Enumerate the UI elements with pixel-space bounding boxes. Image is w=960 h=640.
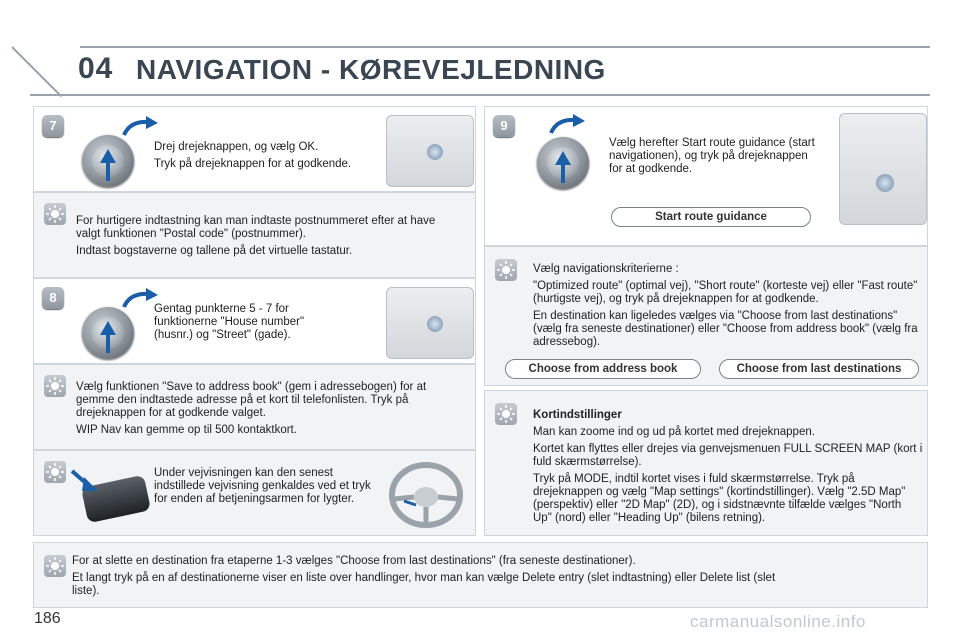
header-decor-diagonal [11, 46, 62, 97]
tip-save-panel [33, 364, 476, 450]
tip-map-heading: Kortindstillinger [533, 409, 622, 421]
step-badge: 7 [42, 115, 64, 137]
tip-repeat-panel [33, 450, 476, 536]
step-8-text: Gentag punkterne 5 - 7 for funktionerne "House number" (husnr.) og "Street" (gade). [154, 303, 305, 341]
step-badge: 8 [42, 287, 64, 309]
header-decor-line [30, 94, 930, 96]
step-9-panel [484, 106, 928, 246]
choose-from-address-book-button[interactable]: Choose from address book [505, 359, 701, 379]
tip-criteria-panel [484, 246, 928, 386]
lamp-tip-icon [495, 259, 517, 281]
chapter-number: 04 [78, 52, 114, 85]
tip-postal-text: For hurtigere indtastning kan man indtaste postnummeret efter at have valgt funktionen "Postal code" (postnummer). Indtast bogstaverne og tallene på det virtuelle tastatur. [76, 215, 436, 257]
step-9-text: Vælg herefter Start route guidance (start navigationen), og tryk på drejeknappen for at godkende. [609, 137, 815, 175]
lamp-tip-icon [44, 203, 66, 225]
curved-arrow-icon [547, 113, 587, 135]
lamp-tip-icon [44, 375, 66, 397]
rotary-knob-icon [82, 307, 134, 359]
tip-repeat-text: Under vejvisningen kan den senest indstillede vejvisning genkaldes ved et tryk for enden af betjeningsarmen for lygter. [154, 467, 371, 505]
tip-save-text: Vælg funktionen "Save to address book" (gem i adressebogen) for at gemme den indtastede adresse på et kort til telefonlisten. Tryk på drejeknappen for at godkende valget. WIP Nav kan gemme op til 500 kontaktkort. [76, 381, 427, 436]
tip-postal-panel [33, 192, 476, 278]
rotary-knob-icon [537, 137, 589, 189]
lamp-tip-icon [44, 461, 66, 483]
tip-delete-text: For at slette en destination fra etaperne 1-3 vælges "Choose from last destinations" (fra seneste destinationer). Et langt tryk på en af destinationerne viser en liste over handlinger, hvor man kan vælge Delete entry (slet indtastning) eller Delete list (slet liste). [72, 555, 776, 597]
curved-arrow-icon [120, 115, 160, 137]
radio-unit-icon [839, 113, 927, 225]
page-title: NAVIGATION - KØREVEJLEDNING [136, 54, 606, 85]
lamp-tip-icon [44, 555, 66, 577]
tip-delete-panel [33, 542, 928, 608]
watermark: carmanualsonline.info [690, 612, 866, 631]
step-7-panel [33, 106, 476, 192]
tip-map-text: Kortindstillinger Man kan zoome ind og ud på kortet med drejeknappen. Kortet kan flyttes eller drejes via genvejsmenuen FULL SCREEN MAP (kort i fuld skærmstørrelse). Tryk på MODE, indtil kortet vises i fuld skærmstørrelse. Tryk på drejeknappen og vælg "Map settings" (kortindstillinger). Vælg "2.5D Map" (perspektiv) eller "2D Map" (2D), og i sidstnævnte tilfælde vælges "North Up" (nord) eller "Heading Up" (bilens retning). [533, 409, 923, 524]
rotary-knob-icon [82, 135, 134, 187]
lamp-tip-icon [495, 403, 517, 425]
radio-unit-icon [386, 287, 474, 359]
choose-from-last-destinations-button[interactable]: Choose from last destinations [719, 359, 919, 379]
step-badge: 9 [493, 115, 515, 137]
page-number: 186 [34, 610, 61, 627]
header-decor-line-top [80, 46, 930, 48]
tip-map-panel [484, 390, 928, 536]
step-7-text: Drej drejeknappen, og vælg OK. Tryk på drejeknappen for at godkende. [154, 141, 352, 170]
step-8-panel [33, 278, 476, 364]
steering-wheel-icon [386, 461, 466, 529]
start-route-guidance-button[interactable]: Start route guidance [611, 207, 811, 227]
press-arrow-icon [70, 469, 100, 493]
radio-unit-icon [386, 115, 474, 187]
tip-criteria-text: Vælg navigationskriterierne : "Optimized route" (optimal vej), "Short route" (korteste vej) eller "Fast route" (hurtigste vej), og tryk på drejeknappen for at godkende. En destination kan ligeledes vælges via "Choose from last destinations" (vælg fra seneste destinationer) eller "Choose from address book" (vælg fra adressebog). [533, 263, 918, 348]
